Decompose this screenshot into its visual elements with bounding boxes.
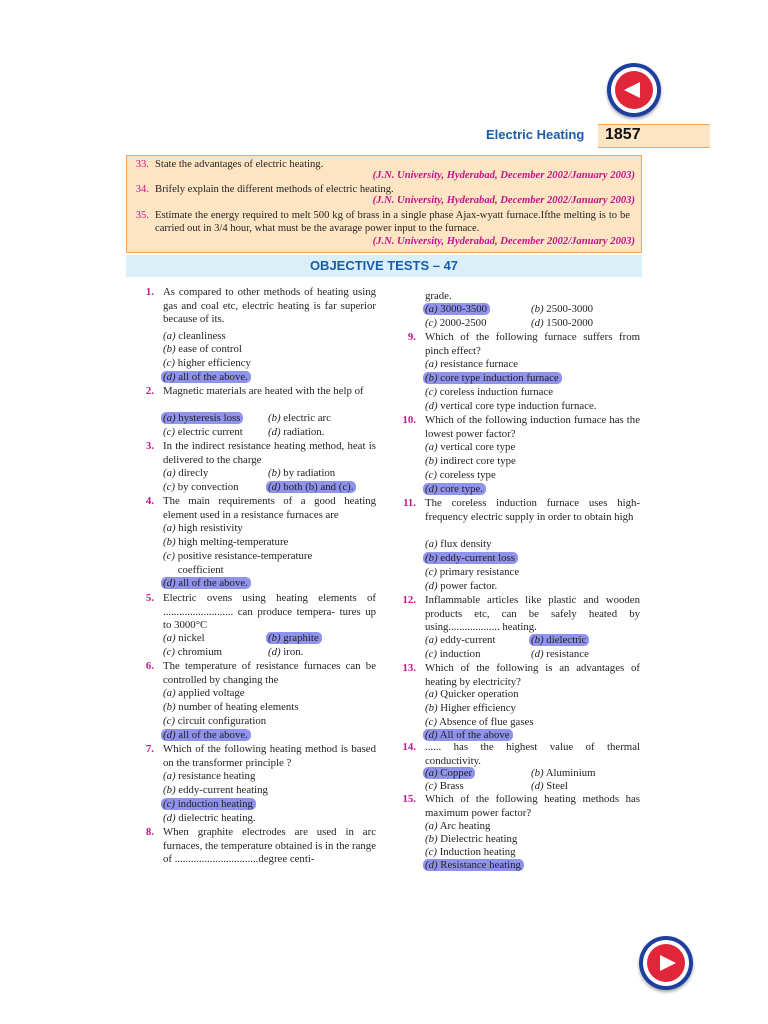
question-text: When graphite electrodes are used in arc furnaces, the temperature obtained is in the range of ...............................degree centi- [163,826,376,866]
option[interactable]: (a) eddy-current [425,634,496,646]
question-number: 6. [145,660,154,672]
question-number: 13. [402,662,416,674]
question-text: As compared to other methods of heating using gas and coal etc, electric heating is far superior because of its. [163,286,376,326]
question-number: 8. [145,826,154,838]
question-text: In the indirect resistance heating method, heat is delivered to the charge [163,440,376,466]
option[interactable]: (b) electric arc [268,412,331,424]
question-text: The main requirements of a good heating element used in a resistance furnaces are [163,495,376,521]
chapter-title: Electric Heating [486,127,585,142]
question-number: 5. [145,592,154,604]
option-answer-highlighted[interactable]: (b) eddy-current loss [423,552,518,566]
option-answer-highlighted[interactable]: (d) all of the above. [161,371,251,385]
question-number: 2. [145,385,154,397]
option-answer-highlighted[interactable]: (c) induction heating [161,798,256,812]
question-number: 12. [402,594,416,606]
question-number: 14. [402,741,416,753]
option[interactable]: (b) high melting-temperature [163,536,289,548]
objective-tests-title: OBJECTIVE TESTS – 47 [309,258,459,273]
option[interactable]: (b) Aluminium [531,767,596,779]
question-number: 1. [145,286,154,298]
option[interactable]: (c) Absence of flue gases [425,716,534,728]
question-text: Which of the following is an advantages of heating by electricity? [425,662,640,688]
option[interactable]: (c) Brass [425,780,464,792]
option-answer-highlighted[interactable]: (b) dielectric [529,634,589,648]
question-text: Inflammable articles like plastic and wooden products etc, can be safely heated by using................... heating. [425,594,640,634]
option[interactable]: (a) Arc heating [425,820,491,832]
option[interactable]: (a) flux density [425,538,492,550]
question-number: 3. [145,440,154,452]
option[interactable]: (a) high resistivity [163,522,243,534]
option[interactable]: (d) 1500-2000 [531,317,594,329]
option-answer-highlighted[interactable]: (a) 3000-3500 [423,303,490,317]
option[interactable]: (d) radiation. [268,426,325,438]
option-answer-highlighted[interactable]: (d) Resistance heating [423,859,524,873]
option[interactable]: (d) Steel [531,780,568,792]
option-answer-highlighted[interactable]: (b) graphite [266,632,322,646]
question-text: Which of the following furnace suffers from pinch effect? [425,331,640,357]
review-source: (J.N. University, Hyderabad, December 2002/January 2003) [372,170,635,181]
option-answer-highlighted[interactable]: (d) all of the above. [161,577,251,591]
option[interactable]: (a) nickel [163,632,205,644]
option-answer-highlighted[interactable]: (b) core type induction furnace [423,372,562,386]
option[interactable]: (a) cleanliness [163,330,226,342]
review-questions-box: 33. State the advantages of electric heating. (J.N. University, Hyderabad, December 2002/January 2003) 34. Brifely explain the different methods of electric heating. (J.N. University, Hyderabad, December 2002/January 2003) 35. Estimate the energy required to melt 500 kg of brass in a single phase Ajax-wyatt furnace.Ifthe melting is to be carried out in 3/4 hour, what must be the avarage power input to the furnace. (J.N. University, Hyderabad, December 2002/January 2003) [126,155,642,253]
question-text: Electric ovens using heating elements of .......................... can produce tempera- tures up to 3000°C [163,592,376,632]
option[interactable]: (c) positive resistance-temperature coefficient [163,550,313,576]
question-text: Which of the following heating method is based on the transformer principle ? [163,743,376,769]
option[interactable]: (c) coreless type [425,469,496,481]
option[interactable]: (b) ease of control [163,343,242,355]
page-number-box [598,124,710,148]
option[interactable]: (d) dielectric heating. [163,812,256,824]
option[interactable]: (b) number of heating elements [163,701,299,713]
option[interactable]: (c) 2000-2500 [425,317,487,329]
option[interactable]: (b) indirect core type [425,455,516,467]
option-answer-highlighted[interactable]: (d) All of the above [423,729,513,743]
option[interactable]: (a) vertical core type [425,441,516,453]
review-source: (J.N. University, Hyderabad, December 2002/January 2003) [372,195,635,206]
option-answer-highlighted[interactable]: (d) all of the above. [161,729,251,743]
option[interactable]: (a) resistance furnace [425,358,518,370]
question-text: Which of the following heating methods has maximum power factor? [425,793,640,819]
option[interactable]: (a) resistance heating [163,770,256,782]
previous-page-button[interactable] [607,63,661,117]
question-number: 7. [145,743,154,755]
option[interactable]: (c) higher efficiency [163,357,251,369]
option[interactable]: (d) power factor. [425,580,498,592]
option-answer-highlighted[interactable]: (a) Copper [423,767,475,781]
question-number: 10. [402,414,416,426]
next-page-button[interactable] [639,936,693,990]
page-number: 1857 [605,126,641,143]
option[interactable]: (c) electric current [163,426,243,438]
review-source: (J.N. University, Hyderabad, December 2002/January 2003) [372,236,635,247]
question-text: The temperature of resistance furnaces can be controlled by changing the [163,660,376,686]
question-number: 4. [145,495,154,507]
option[interactable]: (a) direcly [163,467,209,479]
right-arrow-icon [639,936,693,990]
left-arrow-icon [607,63,661,117]
question-text: Which of the following induction furnace has the lowest power factor? [425,414,640,440]
option[interactable]: (c) by convection [163,481,239,493]
question-number: 11. [403,497,416,509]
option-answer-highlighted[interactable]: (a) hysteresis loss [161,412,243,426]
option[interactable]: (d) vertical core type induction furnace. [425,400,597,412]
option[interactable]: (b) 2500-3000 [531,303,594,315]
option[interactable]: (b) Higher efficiency [425,702,516,714]
option[interactable]: (c) primary resistance [425,566,520,578]
option[interactable]: (c) circuit configuration [163,715,267,727]
option-answer-highlighted[interactable]: (d) core type. [423,483,486,497]
option[interactable]: (c) induction [425,648,481,660]
option[interactable]: (b) eddy-current heating [163,784,268,796]
option[interactable]: (c) coreless induction furnace [425,386,554,398]
option[interactable]: (d) iron. [268,646,304,658]
question-text: ...... has the highest value of thermal conductivity. [425,741,640,767]
option[interactable]: (b) by radiation [268,467,336,479]
option-answer-highlighted[interactable]: (d) both (b) and (c). [266,481,356,495]
question-text: Magnetic materials are heated with the help of [163,385,364,397]
question-number: 9. [407,331,416,343]
question-text: The coreless induction furnace uses high-frequency electric supply in order to obtain high [425,497,640,523]
objective-tests-header [126,255,642,277]
question-number: 15. [402,793,416,805]
option[interactable]: (c) chromium [163,646,223,658]
option[interactable]: (a) Quicker operation [425,688,519,700]
question-text-continuation: grade. [425,290,452,302]
option[interactable]: (d) resistance [531,648,589,660]
option[interactable]: (b) Dielectric heating [425,833,518,845]
option[interactable]: (a) applied voltage [163,687,245,699]
option[interactable]: (c) Induction heating [425,846,516,858]
